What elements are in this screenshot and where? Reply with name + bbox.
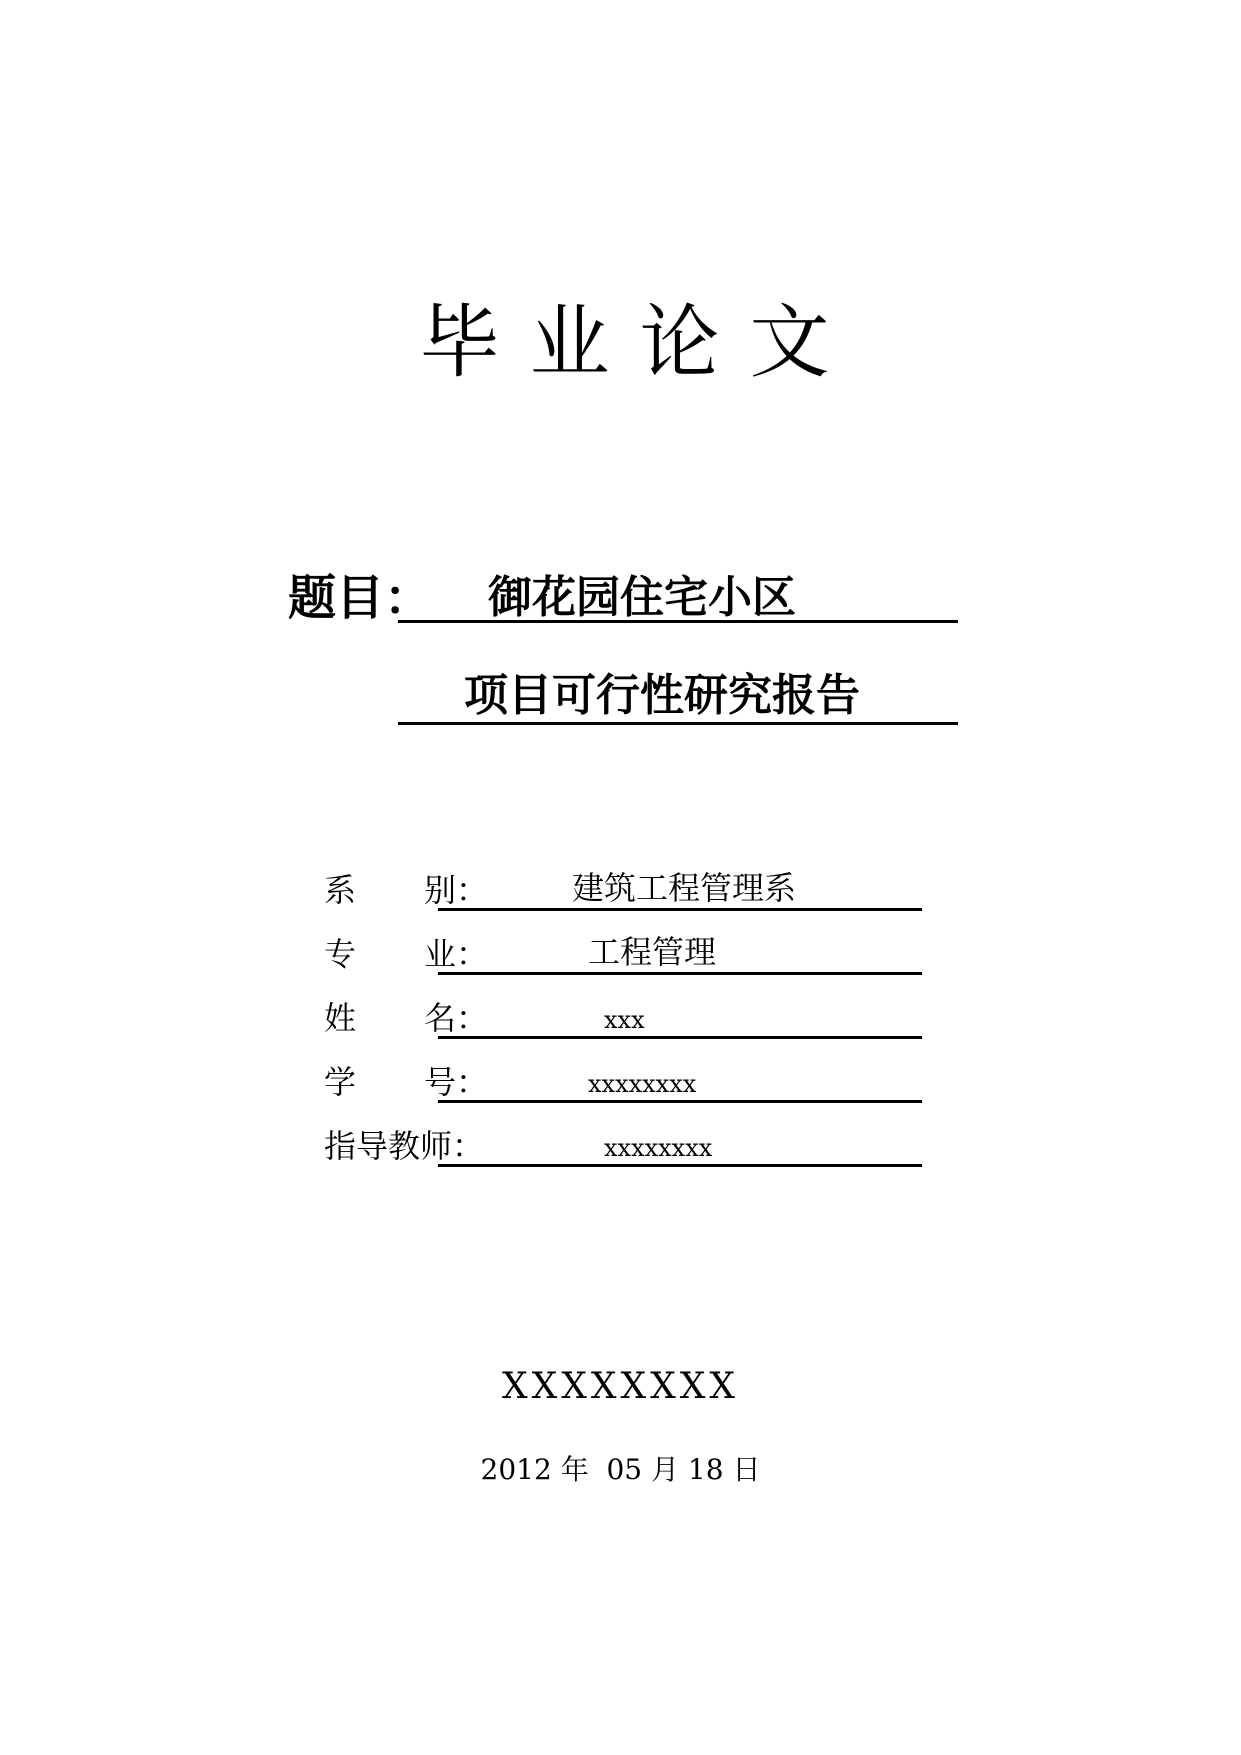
school-name: XXXXXXXX [501,1366,740,1407]
submission-date: 2012 年 05 月 18 日 [480,1453,761,1486]
major-underline [438,972,922,975]
name-value: xxx [604,1006,645,1034]
student-id-label-b: 号： [424,1063,489,1101]
major-value: 工程管理 [588,933,717,971]
topic-line-1: 御花园住宅小区 [488,572,796,623]
advisor-underline [438,1164,922,1167]
department-label-a: 系 [324,871,357,909]
topic-line-2: 项目可行性研究报告 [464,670,860,721]
department-label-b: 别： [424,871,489,909]
name-label-b: 名： [424,999,489,1037]
department-value: 建筑工程管理系 [572,869,797,907]
thesis-title: 毕业论文 [419,296,860,389]
name-underline [438,1036,922,1039]
major-label-b: 业： [424,935,489,973]
department-underline [438,908,922,911]
student-id-underline [438,1100,922,1103]
topic-underline-2 [398,722,958,725]
topic-underline-1 [398,620,958,623]
advisor-label: 指导教师： [324,1127,485,1165]
topic-label: 题目： [288,570,433,626]
major-label-a: 专 [324,935,357,973]
name-label-a: 姓 [324,999,357,1037]
advisor-value: xxxxxxxx [604,1134,713,1162]
student-id-value: xxxxxxxx [588,1070,697,1098]
student-id-label-a: 学 [324,1063,357,1101]
